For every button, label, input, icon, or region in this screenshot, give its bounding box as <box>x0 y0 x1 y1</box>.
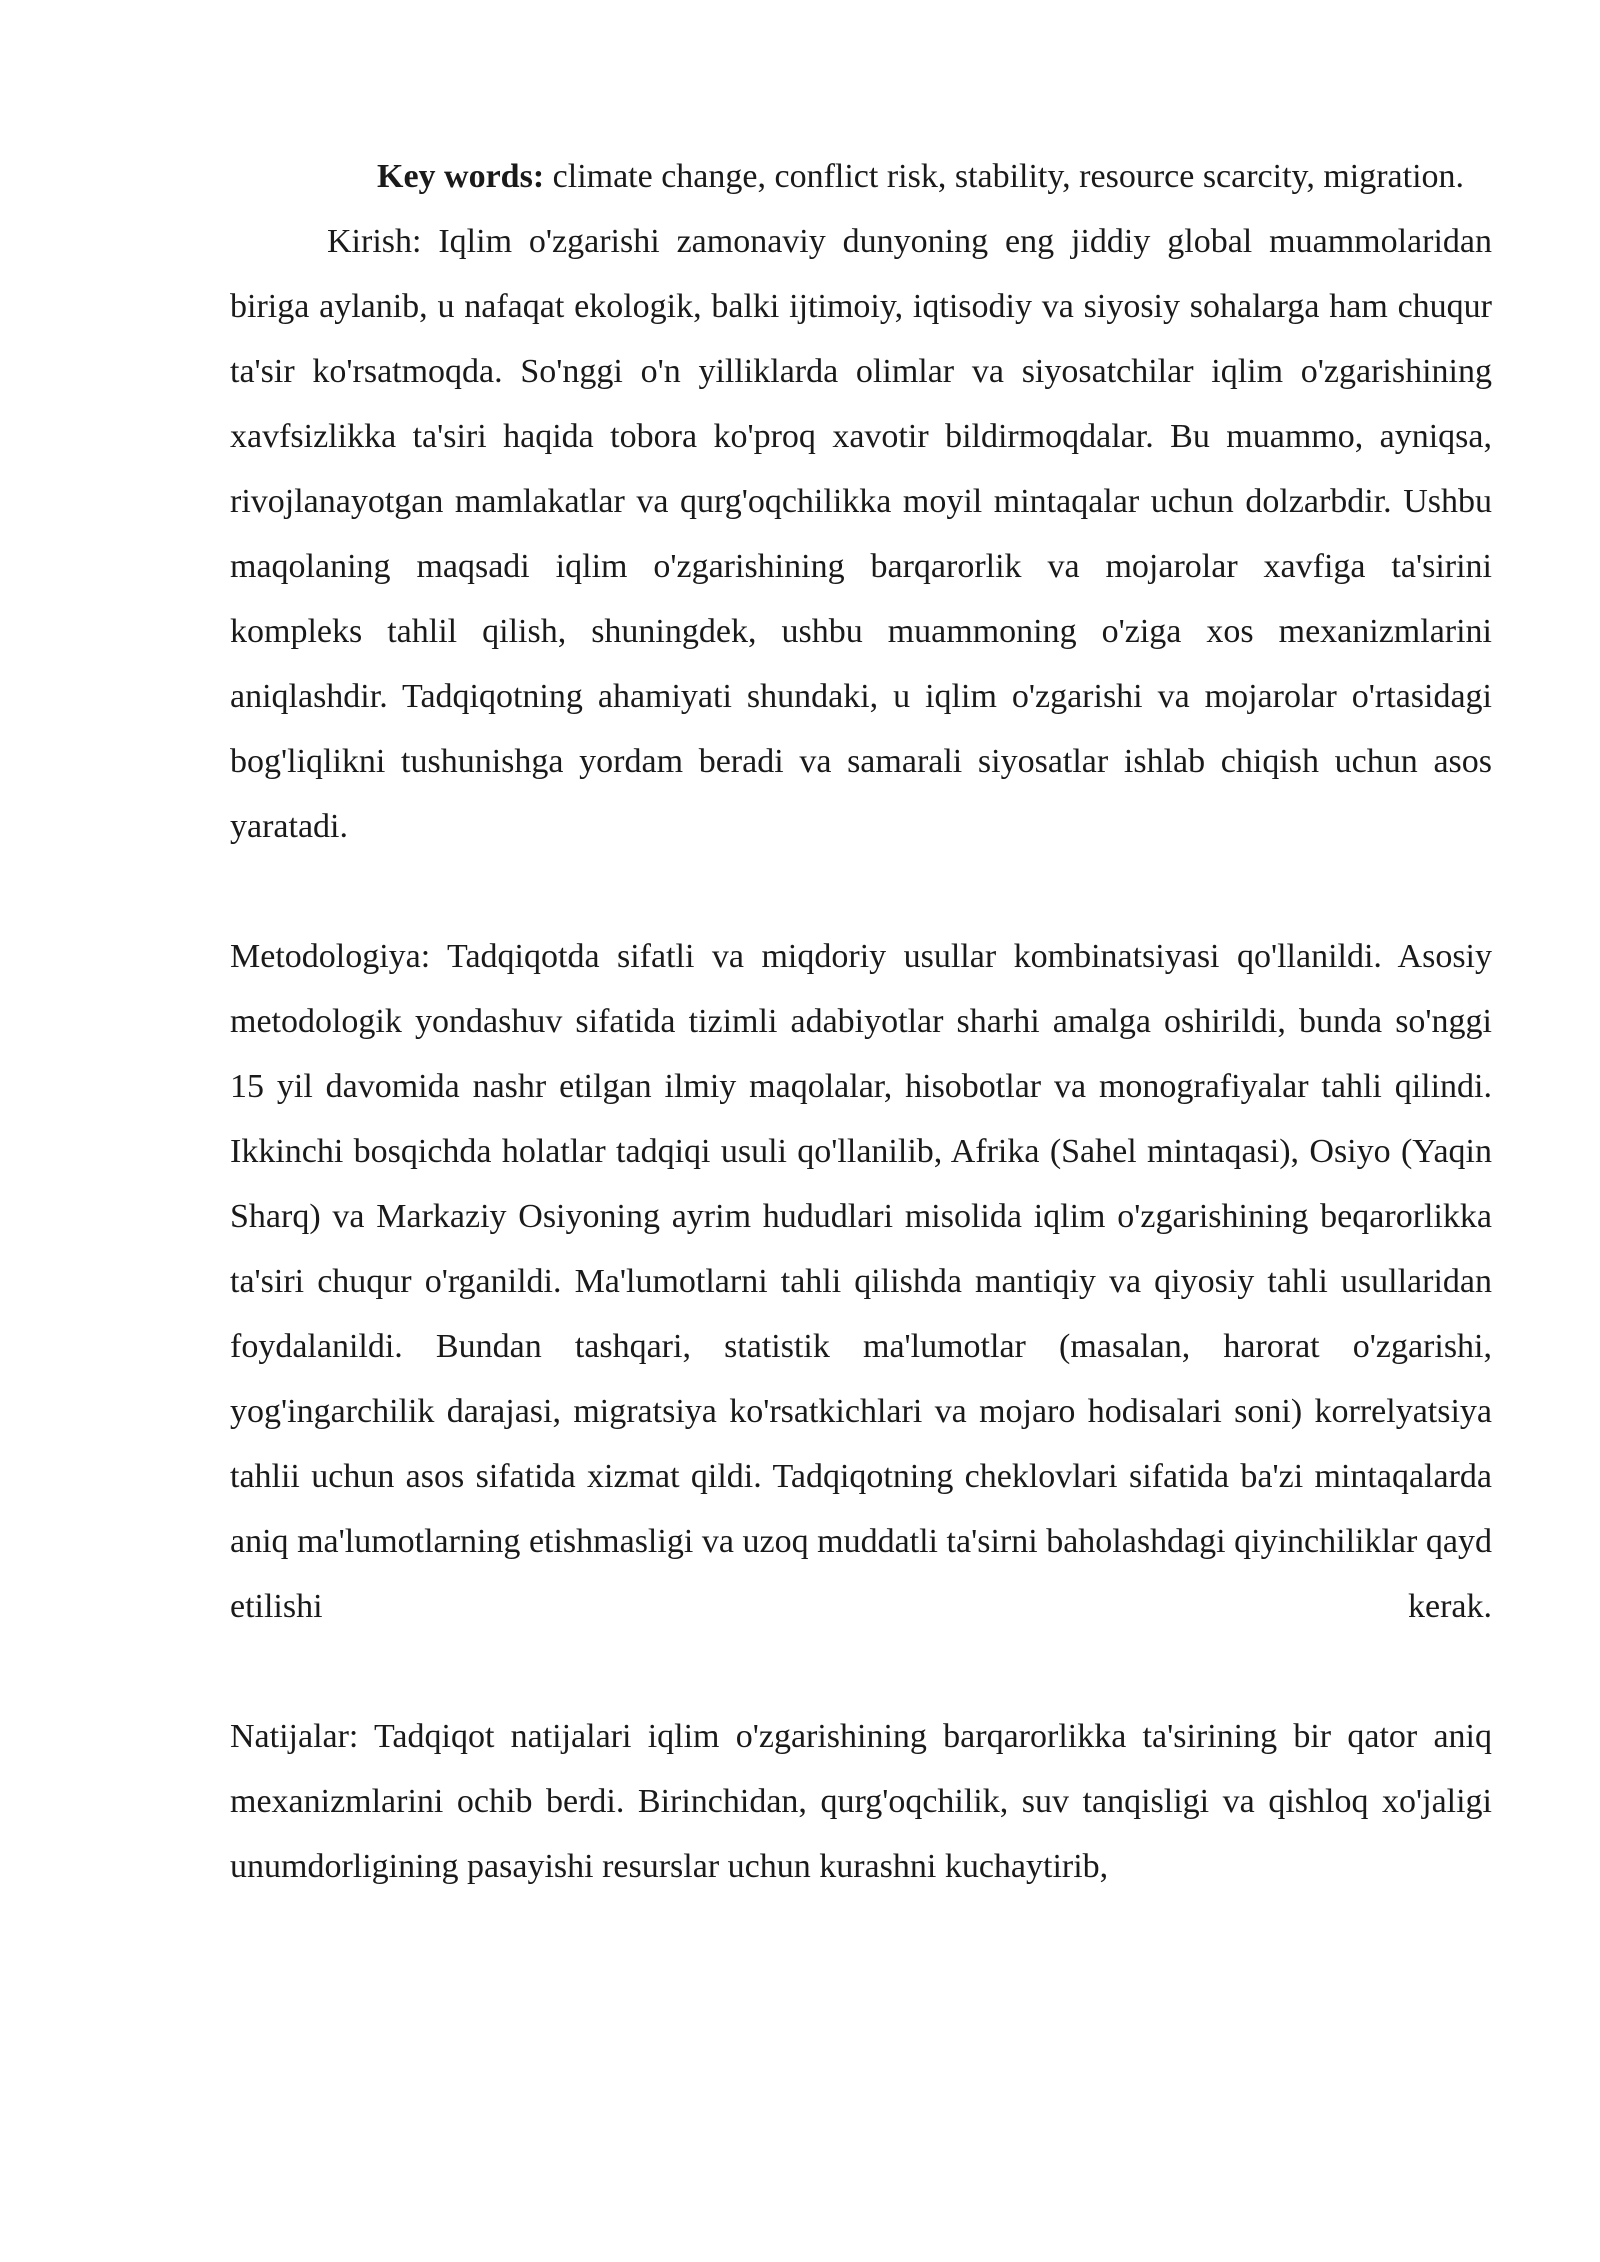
results-paragraph: Natijalar: Tadqiqot natijalari iqlim o'zgarishining barqarorlikka ta'sirining bir qator aniq mexanizmlarini ochib berdi. Birinchidan, qurg'oqchilik, suv tanqisligi va qishloq xo'jaligi unumdorligining pasayishi resurslar uchun kurashni kuchaytirib, <box>230 1718 1492 1885</box>
methodology-paragraph: Metodologiya: Tadqiqotda sifatli va miqdoriy usullar kombinatsiyasi qo'llanildi. Asosiy metodologik yondashuv sifatida tizimli adabiyotlar sharhi amalga oshirildi, bunda so'nggi 15 yil davomida nashr etilgan ilmiy maqolalar, hisobotlar va monografiyalar tahli qilindi. Ikkinchi bosqichda holatlar tadqiqi usuli qo'llanilib, Afrika (Sahel mintaqasi), Osiyo (Yaqin Sharq) va Markaziy Osiyoning ayrim hududlari misolida iqlim o'zgarishining beqarorlikka ta'siri chuqur o'rganildi. Ma'lumotlarni tahli qilishda mantiqiy va qiyosiy tahli usullaridan foydalanildi. Bundan tashqari, statistik ma'lumotlar (masalan, harorat o'zgarishi, yog'ingarchilik darajasi, migratsiya ko'rsatkichlari va mojaro hodisalari soni) korrelyatsiya tahlii uchun asos sifatida xizmat qildi. Tadqiqotning cheklovlari sifatida ba'zi mintaqalarda aniq ma'lumotlarning etishmasligi va uzoq muddatli ta'sirni baholashdagi qiyinchiliklar qayd etilishi kerak. <box>230 938 1492 1625</box>
keywords-label: Key words: <box>377 158 545 195</box>
paragraph-gap <box>230 859 1492 924</box>
keywords-text: climate change, conflict risk, stability, resource scarcity, migration. <box>544 158 1465 195</box>
document-page <box>230 144 1492 1899</box>
intro-paragraph: Kirish: Iqlim o'zgarishi zamonaviy dunyoning eng jiddiy global muammolaridan biriga aylanib, u nafaqat ekologik, balki ijtimoiy, iqtisodiy va siyosiy sohalarga ham chuqur ta'sir ko'rsatmoqda. So'nggi o'n yilliklarda olimlar va siyosatchilar iqlim o'zgarishining xavfsizlikka ta'siri haqida tobora ko'proq xavotir bildirmoqdalar. Bu muammo, ayniqsa, rivojlanayotgan mamlakatlar va qurg'oqchilikka moyil mintaqalar uchun dolzarbdir. Ushbu maqolaning maqsadi iqlim o'zgarishining barqarorlik va mojarolar xavfiga ta'sirini kompleks tahlil qilish, shuningdek, ushbu muammoning o'ziga xos mexanizmlarini aniqlashdir. Tadqiqotning ahamiyati shundaki, u iqlim o'zgarishi va mojarolar o'rtasidagi bog'liqlikni tushunishga yordam beradi va samarali siyosatlar ishlab chiqish uchun asos yaratadi. <box>230 223 1492 845</box>
keywords-paragraph <box>230 144 1492 209</box>
paragraph-gap <box>230 1639 1492 1704</box>
